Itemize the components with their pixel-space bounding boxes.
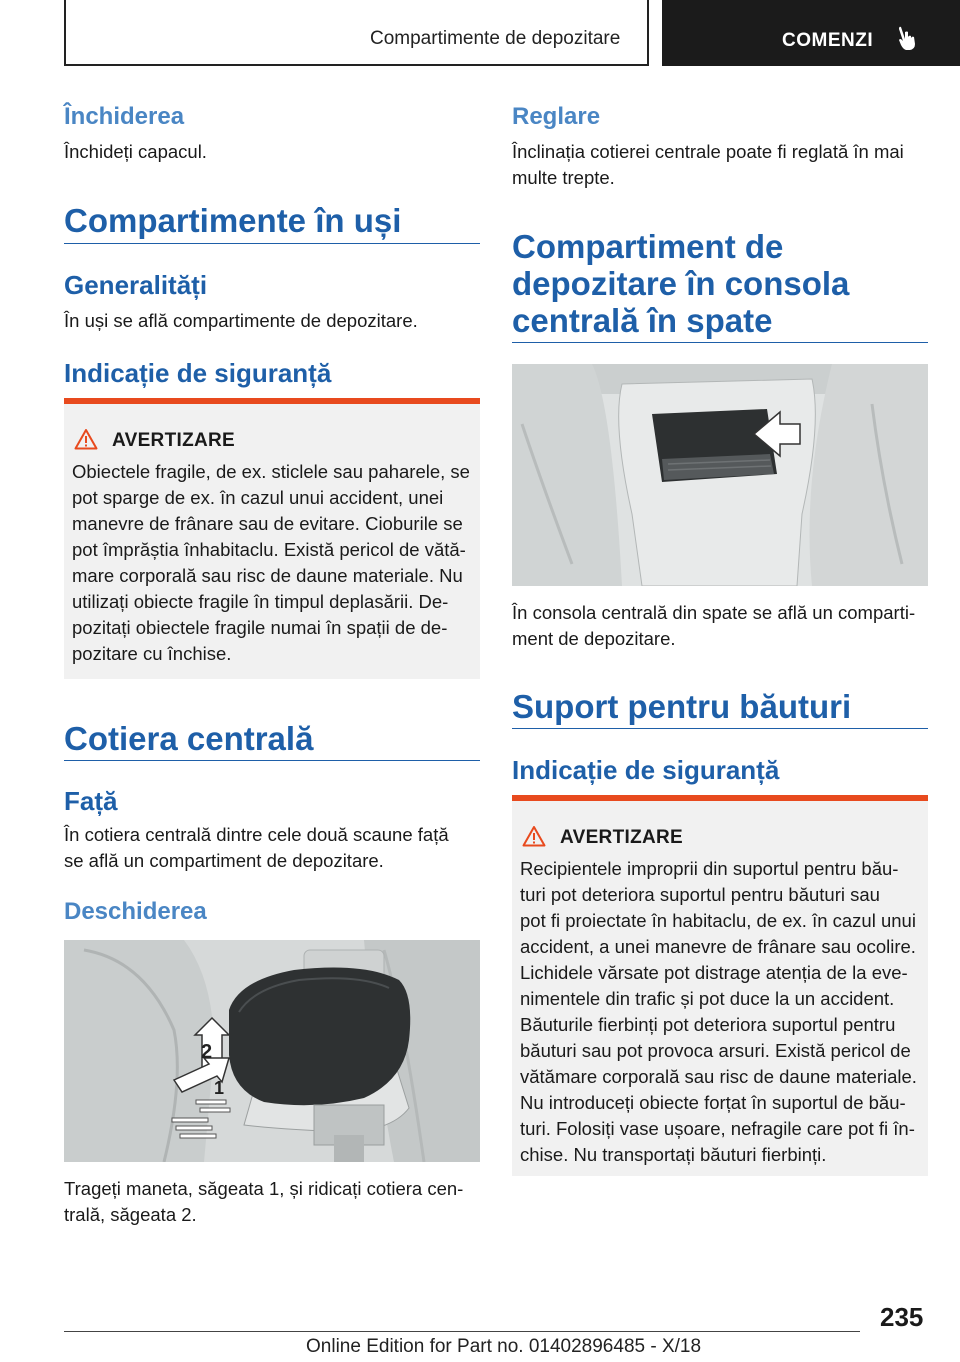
rear-storage-text: În consola centrală din spate se află un comparti- ment de depozitare. bbox=[512, 602, 916, 649]
warning-line: Recipientele improprii din suportul pentru bău- bbox=[520, 858, 899, 879]
page-number: 235 bbox=[880, 1302, 924, 1332]
photo-arrow-label-2: 2 bbox=[201, 1041, 213, 1063]
header-divider bbox=[647, 0, 649, 66]
photo-arrow-label-1: 1 bbox=[214, 1078, 225, 1098]
warning-line: mare corporală sau risc de daune materiale. Nu bbox=[72, 565, 463, 586]
warning-line: turi. Folosiți vase ușoare, nefragile care pot fi în- bbox=[520, 1118, 915, 1139]
rear-storage-rule bbox=[512, 342, 928, 343]
warning-line: pozitați obiectele fragile numai în spații de de- bbox=[72, 617, 448, 638]
warning-line: Băuturile fierbinți pot deteriora suportul pentru bbox=[520, 1014, 896, 1035]
cup-holder-title: Suport pentru băuturi bbox=[512, 688, 852, 725]
front-heading: Față bbox=[64, 786, 118, 816]
warning-box bbox=[64, 398, 480, 679]
warning-line: manevre de frânare sau de evitare. Cioburile se bbox=[72, 513, 463, 534]
header-left-border bbox=[64, 0, 66, 64]
inchiderea-heading: Închiderea bbox=[64, 103, 185, 130]
adjust-text: Înclinația cotierei centrale poate fi reglată în mai multe trepte. bbox=[512, 141, 904, 188]
rear-console-photo bbox=[512, 364, 928, 586]
warning-line: pozitare cu închise. bbox=[72, 643, 232, 664]
cup-warning-text bbox=[520, 856, 925, 1168]
chapter-tab[interactable] bbox=[662, 0, 960, 66]
warning-line: accident, a unei manevre de frânare sau ocolire. bbox=[520, 936, 916, 957]
photo-caption: Trageți maneta, săgeata 1, și ridicați cotiera cen- trală, săgeata 2. bbox=[64, 1178, 464, 1225]
warning-triangle-icon bbox=[522, 825, 546, 847]
chapter-tab-label: COMENZI bbox=[782, 30, 874, 51]
rear-storage-title: Compartiment de depozitare în consola centrală în spate bbox=[512, 228, 850, 339]
warning-line: pot fi proiectate în habitaclu, de ex. în cazul unui bbox=[520, 910, 916, 931]
adjust-heading: Reglare bbox=[512, 103, 601, 130]
warning-title: AVERTIZARE bbox=[112, 430, 235, 451]
warning-text bbox=[72, 459, 477, 667]
general-heading: Generalități bbox=[64, 270, 208, 300]
warning-line: pot sparge de ex. în cazul unui accident, unei bbox=[72, 487, 444, 508]
armrest-rule bbox=[64, 760, 480, 761]
warning-line: nimentele din trafic și pot duce la un accident. bbox=[520, 988, 895, 1009]
front-text: În cotiera centrală dintre cele două scaune față se află un compartiment de depozitare. bbox=[64, 824, 449, 871]
doors-title: Compartimente în uși bbox=[64, 202, 402, 239]
warning-line: utilizați obiecte fragile în timpul deplasării. De- bbox=[72, 591, 449, 612]
opening-heading: Deschiderea bbox=[64, 898, 207, 925]
warning-line: vătămare corporală sau risc de daune materiale. bbox=[520, 1066, 917, 1087]
warning-line: turi pot deteriora suportul pentru băuturi sau bbox=[520, 884, 880, 905]
general-text: În uși se află compartimente de depozitare. bbox=[64, 310, 418, 331]
cup-warning-title: AVERTIZARE bbox=[560, 827, 683, 848]
footer-text: Online Edition for Part no. 01402896485 - X/18 bbox=[306, 1336, 702, 1357]
warning-line: Obiectele fragile, de ex. sticlele sau paharele, se bbox=[72, 461, 470, 482]
warning-line: chise. Nu transportați băuturi fierbinți. bbox=[520, 1144, 827, 1165]
warning-line: pot împrăștia înhabitaclu. Există pericol de vătă- bbox=[72, 539, 466, 560]
cup-safety-heading: Indicație de siguranță bbox=[512, 755, 780, 785]
cup-holder-rule bbox=[512, 728, 928, 729]
header-bottom-border bbox=[64, 64, 648, 66]
warning-line: Lichidele vărsate pot distrage atenția de la eve- bbox=[520, 962, 908, 983]
section-title: Compartimente de depozitare bbox=[370, 28, 621, 49]
safety-heading: Indicație de siguranță bbox=[64, 358, 332, 388]
warning-triangle-icon bbox=[74, 428, 98, 450]
armrest-title: Cotiera centrală bbox=[64, 720, 314, 757]
warning-line: băuturi sau pot provoca arsuri. Există pericol de bbox=[520, 1040, 911, 1061]
inchiderea-text: Închideți capacul. bbox=[64, 141, 207, 162]
hand-pointer-icon bbox=[896, 24, 918, 52]
doors-rule bbox=[64, 243, 480, 244]
warning-line: Nu introduceți obiecte forțat în suportul de bău- bbox=[520, 1092, 906, 1113]
footer-rule bbox=[64, 1331, 860, 1332]
armrest-photo bbox=[64, 940, 480, 1162]
cup-warning-box bbox=[512, 795, 928, 1176]
